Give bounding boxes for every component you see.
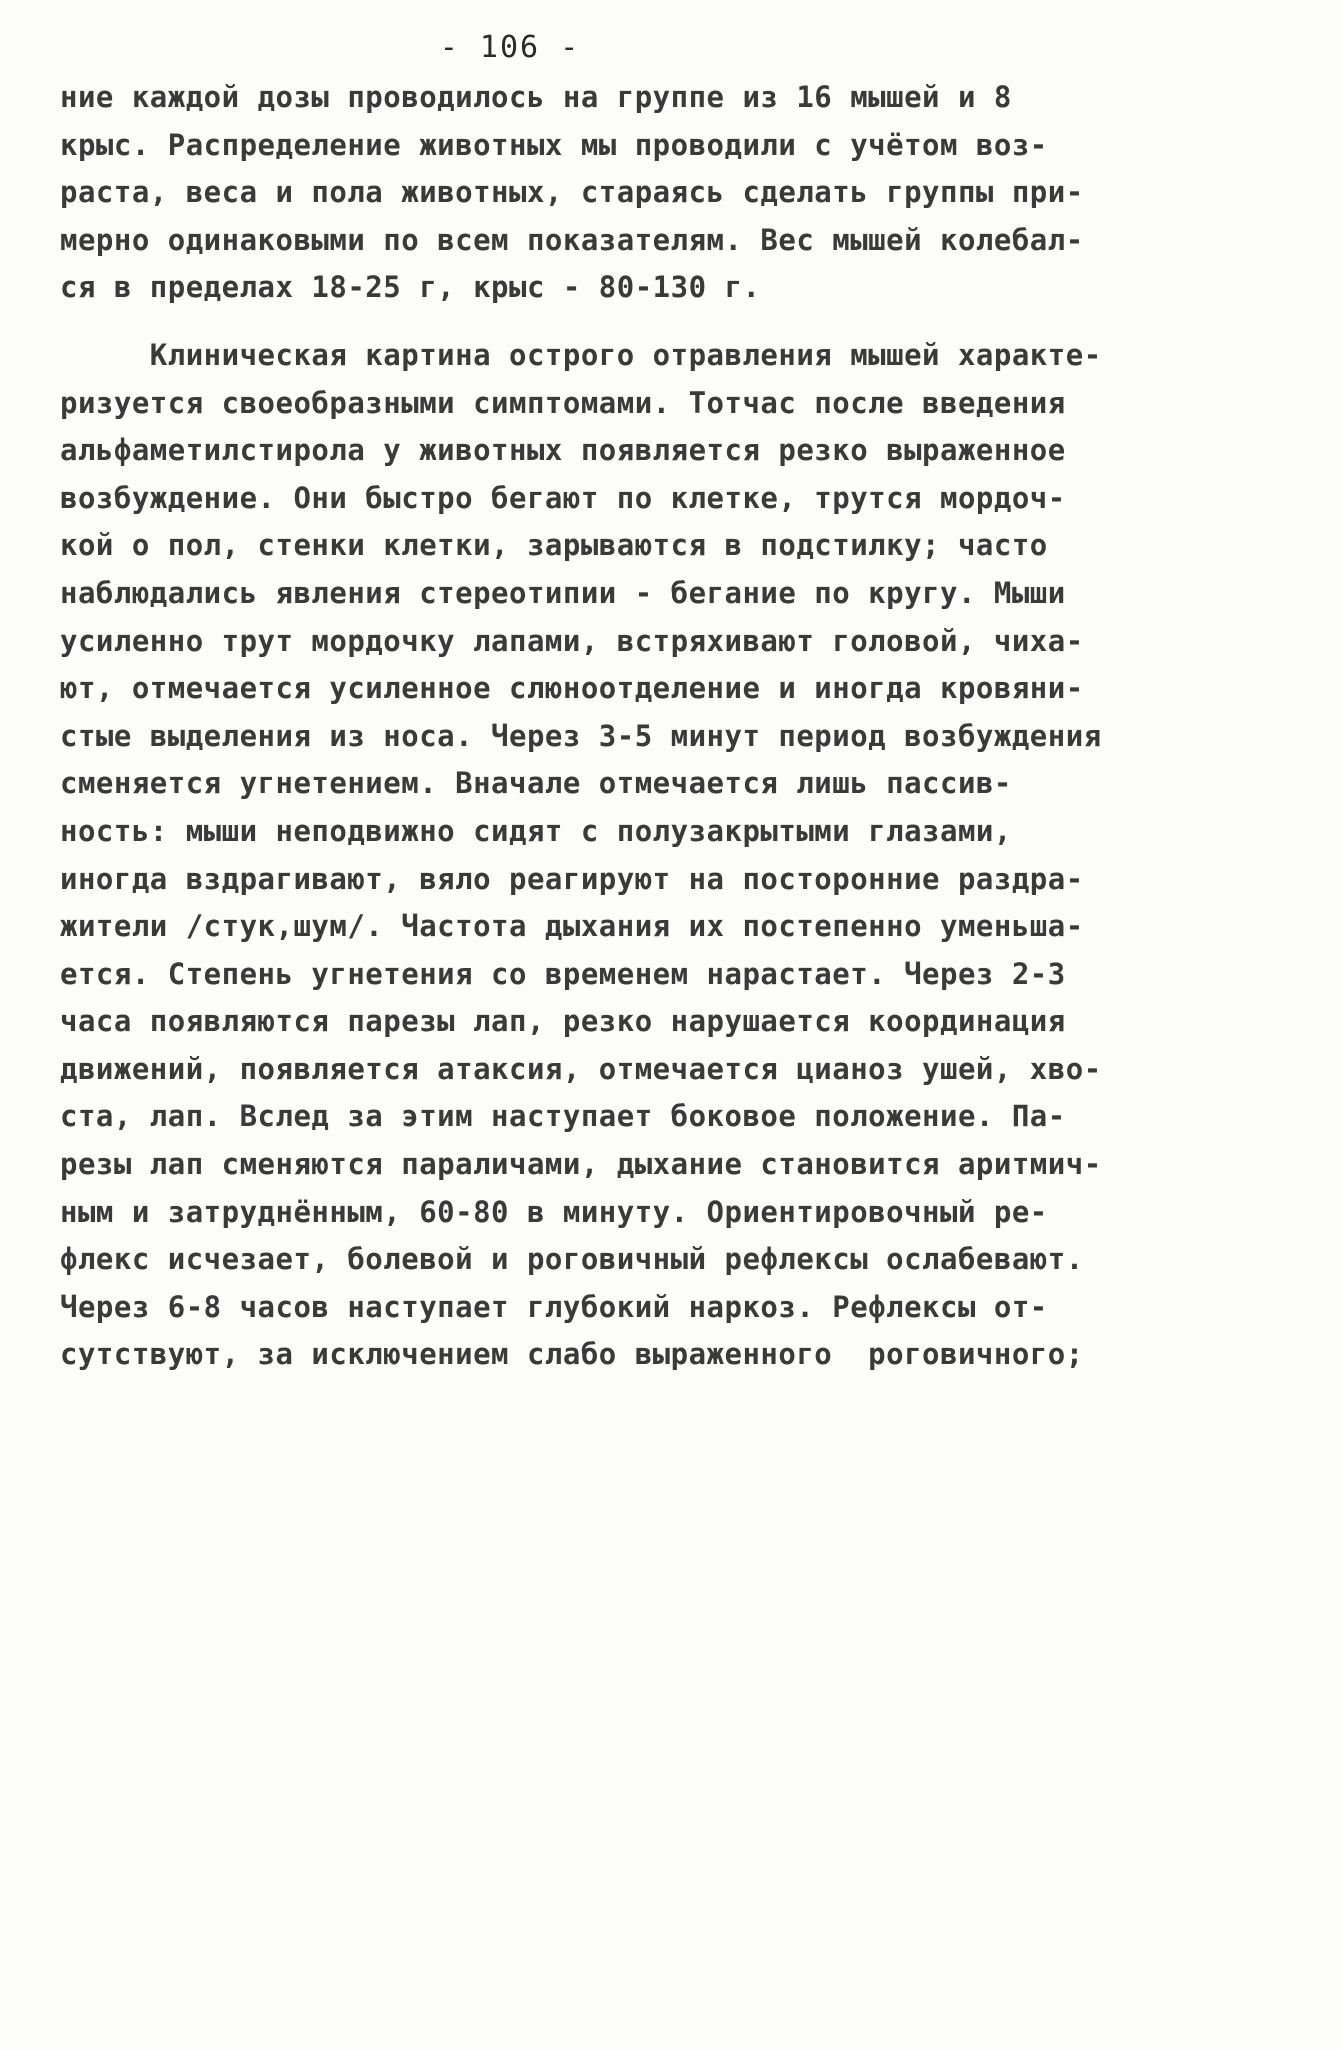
paragraph-gap [60, 312, 1300, 332]
text-line: ся в пределах 18-25 г, крыс - 80-130 г. [60, 270, 761, 305]
text-line: жители /стук,шум/. Частота дыхания их постепенно уменьша- [60, 909, 1084, 944]
body-text [60, 74, 1300, 1379]
text-line: ние каждой дозы проводилось на группе из 16 мышей и 8 [60, 80, 1012, 114]
paragraph-2 [60, 332, 1300, 1379]
text-line: Клиническая картина острого отравления мышей характе- [60, 337, 1102, 372]
text-line: альфаметилстирола у животных появляется резко выраженное [60, 433, 1066, 468]
text-line: стые выделения из носа. Через 3-5 минут период возбуждения [60, 718, 1102, 753]
text-line: ность: мыши неподвижно сидят с полузакрытыми глазами, [60, 813, 1012, 848]
text-line: ста, лап. Вслед за этим наступает боковое положение. Па- [60, 1099, 1066, 1134]
text-line: сутствуют, за исключением слабо выраженного роговичного; [60, 1337, 1084, 1372]
text-line: ризуется своеобразными симптомами. Тотчас после введения [60, 385, 1066, 420]
paragraph-1 [60, 74, 1300, 312]
text-line: крыс. Распределение животных мы проводили с учётом воз- [60, 127, 1048, 162]
text-line: Через 6-8 часов наступает глубокий наркоз. Рефлексы от- [60, 1289, 1048, 1324]
text-line: возбуждение. Они быстро бегают по клетке, трутся мордоч- [60, 480, 1066, 515]
text-line: ют, отмечается усиленное слюноотделение и иногда кровяни- [60, 671, 1084, 706]
text-line: часа появляются парезы лап, резко нарушается координация [60, 1004, 1066, 1039]
text-line: кой о пол, стенки клетки, зарываются в подстилку; часто [60, 528, 1048, 563]
text-line: резы лап сменяются параличами, дыхание становится аритмич- [60, 1147, 1102, 1182]
text-line: сменяется угнетением. Вначале отмечается лишь пассив- [60, 766, 1012, 801]
text-line: флекс исчезает, болевой и роговичный рефлексы ослабевают. [60, 1242, 1084, 1277]
text-line: мерно одинаковыми по всем показателям. Вес мышей колебал- [60, 222, 1084, 257]
text-line: ется. Степень угнетения со временем нарастает. Через 2-3 [60, 956, 1066, 991]
text-line: движений, появляется атаксия, отмечается цианоз ушей, хво- [60, 1051, 1102, 1086]
page-number: - 106 - [439, 30, 581, 65]
text-line: усиленно трут мордочку лапами, встряхивают головой, чиха- [60, 623, 1084, 658]
text-line: раста, веса и пола животных, стараясь сделать группы при- [60, 175, 1084, 210]
text-line: иногда вздрагивают, вяло реагируют на посторонние раздра- [60, 861, 1084, 896]
text-line: наблюдались явления стереотипии - бегание по кругу. Мыши [60, 575, 1066, 610]
text-line: ным и затруднённым, 60-80 в минуту. Ориентировочный ре- [60, 1194, 1048, 1229]
